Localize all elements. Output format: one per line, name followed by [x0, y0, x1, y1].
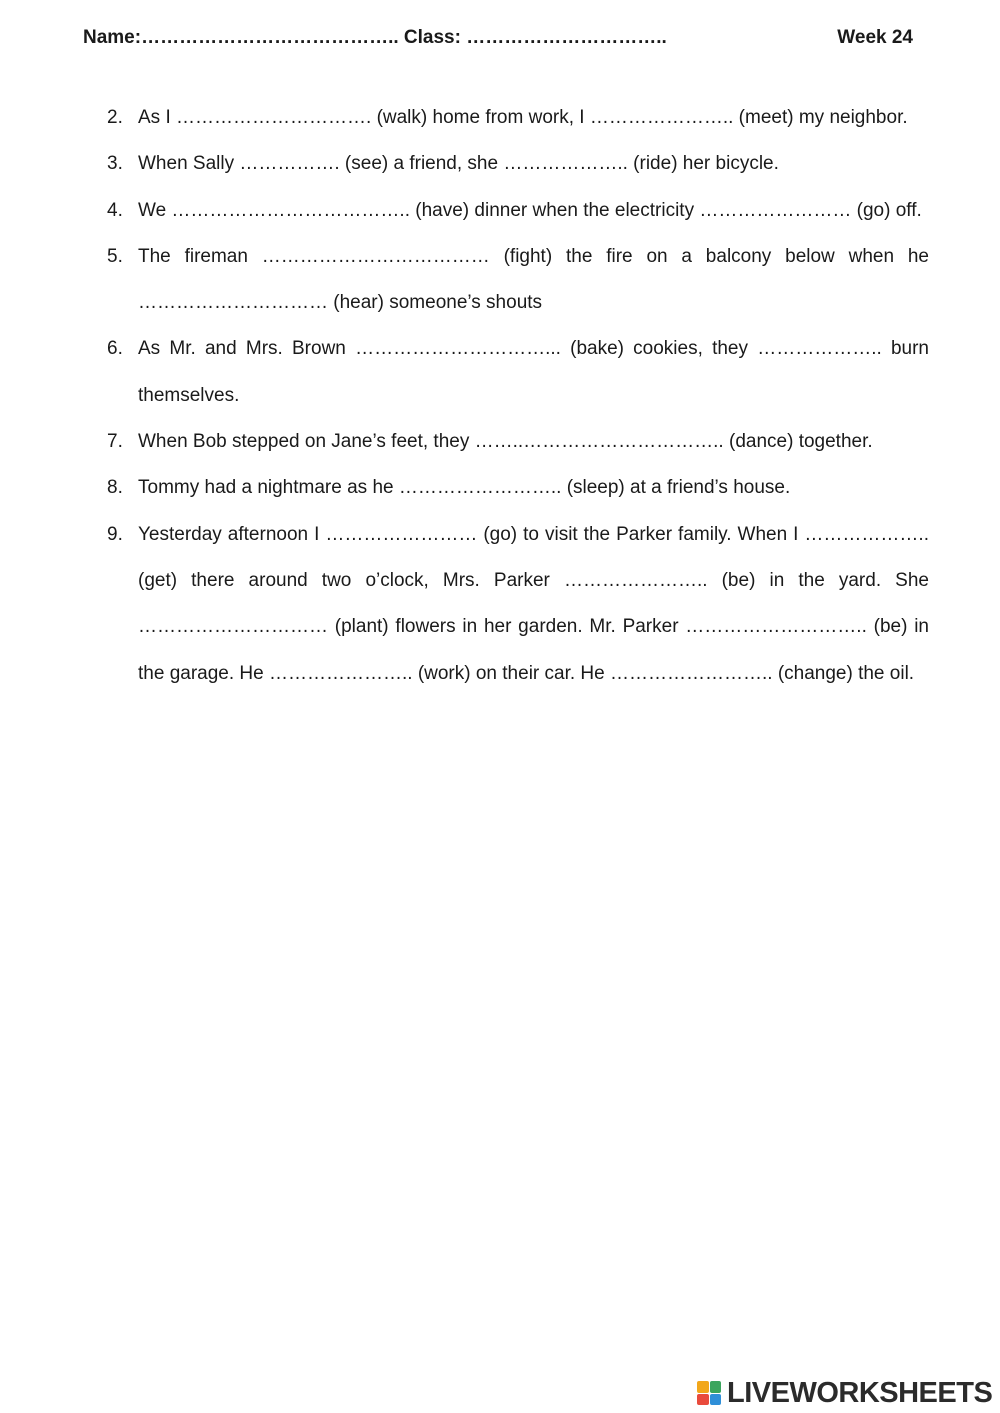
- liveworksheets-logo: [697, 1376, 993, 1410]
- exercise-item: [107, 234, 929, 327]
- item-text: The fireman ……………………………… (fight) the fire on a balcony below when he ………………………… (hear) someone’s shouts: [138, 245, 929, 314]
- item-text: Yesterday afternoon I …………………… (go) to visit the Parker family. When I ……………….. (get) there around two o’clock, Mrs. Parker ………………….. (be) in the yard. She ………………………… (plant) flowers in her garden. Mr. Parker ……………………….. (be) in the garage. He ………………….. (work) on their car. He …………………….. (change) the oil.: [138, 523, 929, 684]
- logo-square-icon: [697, 1381, 709, 1393]
- logo-square-icon: [710, 1394, 722, 1406]
- exercise-item: [107, 188, 929, 234]
- item-text: Tommy had a nightmare as he …………………….. (sleep) at a friend’s house.: [138, 477, 791, 499]
- exercise-item: [107, 326, 929, 419]
- item-text: As I …………………………. (walk) home from work, I ………………….. (meet) my neighbor.: [138, 107, 908, 128]
- name-class-line: Name:………………………………….. Class: …………………………..: [83, 27, 667, 48]
- exercise-item: [107, 512, 929, 697]
- item-number: 3.: [107, 153, 123, 175]
- exercise-item: [107, 419, 929, 465]
- exercise-item: [107, 465, 929, 511]
- item-text: We ……………………………….. (have) dinner when the electricity …………………… (go) off.: [138, 199, 922, 221]
- exercise-item: [107, 95, 929, 141]
- item-text: When Bob stepped on Jane’s feet, they ……..………………………….. (dance) together.: [138, 431, 873, 453]
- liveworksheets-logo-icon: [697, 1381, 721, 1405]
- item-text: When Sally ……………. (see) a friend, she ……………….. (ride) her bicycle.: [138, 153, 779, 175]
- item-number: 2.: [107, 107, 123, 128]
- logo-square-icon: [710, 1381, 722, 1393]
- item-number: 4.: [107, 199, 123, 221]
- week-label: Week 24: [837, 27, 913, 48]
- item-number: 8.: [107, 477, 123, 499]
- item-number: 6.: [107, 338, 123, 360]
- item-number: 9.: [107, 523, 123, 545]
- logo-square-icon: [697, 1394, 709, 1406]
- logo-text: LIVEWORKSHEETS: [727, 1376, 993, 1409]
- item-number: 5.: [107, 245, 123, 267]
- worksheet-header: [83, 27, 913, 51]
- exercise-list: [107, 95, 929, 697]
- item-number: 7.: [107, 431, 123, 453]
- exercise-item: [107, 141, 929, 187]
- item-text: As Mr. and Mrs. Brown …………………………... (bake) cookies, they ……………….. burn themselves.: [138, 338, 929, 406]
